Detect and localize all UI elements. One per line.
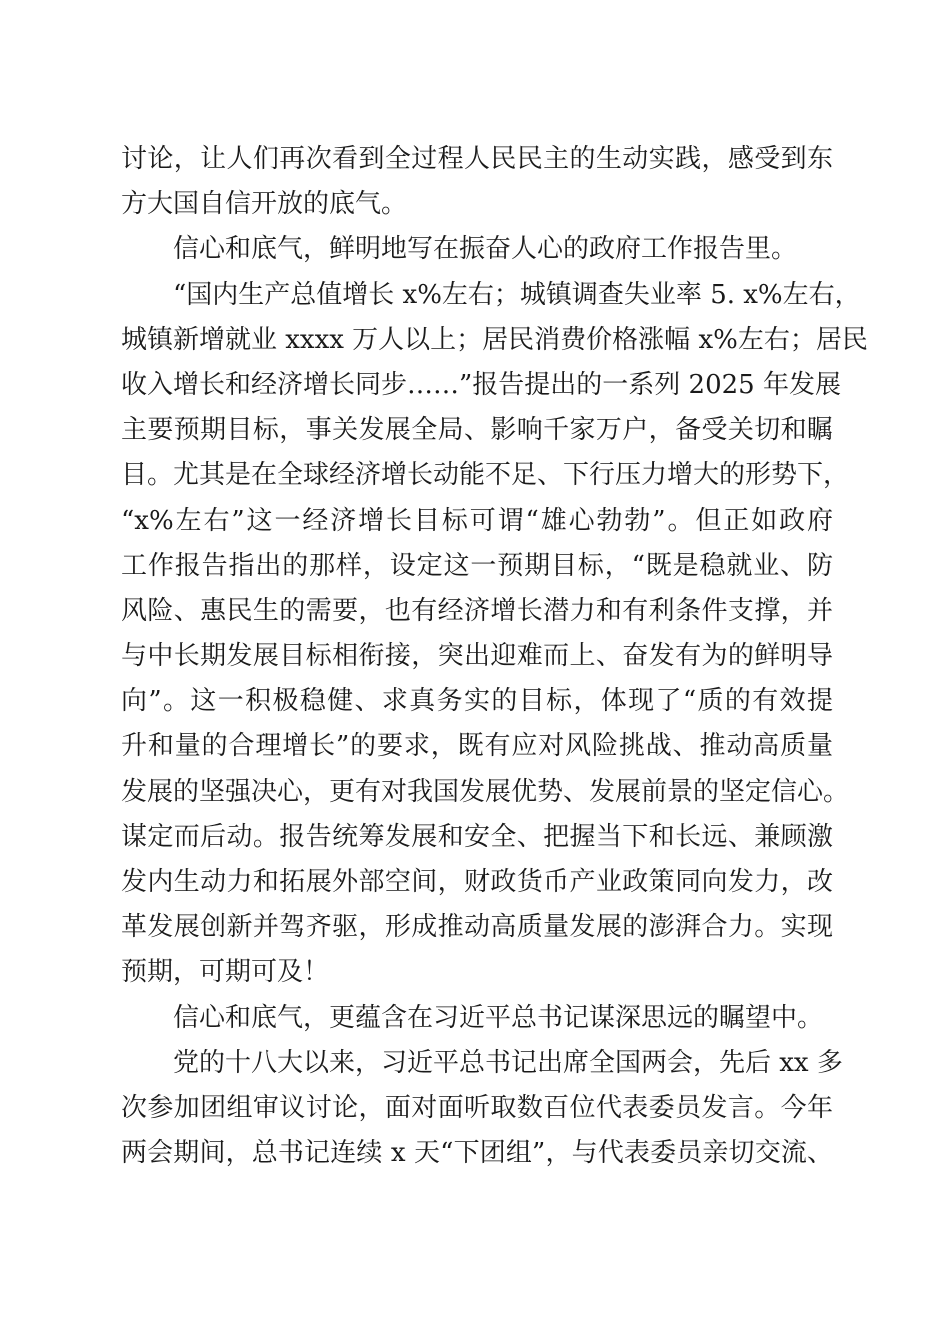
text-line: 两会期间，总书记连续 x 天“下团组”，与代表委员亲切交流、	[121, 1138, 833, 1169]
paragraph-start-line: “国内生产总值增长 x%左右；城镇调查失业率 5. x%左右，	[173, 279, 861, 310]
text-line: 革发展创新并驾齐驱，形成推动高质量发展的澎湃合力。实现	[121, 912, 833, 943]
text-line: 向”。这一积极稳健、求真务实的目标，体现了“质的有效提	[121, 686, 833, 717]
text-line: 主要预期目标，事关发展全局、影响千家万户，备受关切和瞩	[121, 415, 833, 446]
body-text	[121, 137, 868, 1176]
paragraph-start-line: 信心和底气，鲜明地写在振奋人心的政府工作报告里。	[173, 234, 798, 265]
text-line: 城镇新增就业 xxxx 万人以上；居民消费价格涨幅 x%左右；居民	[121, 324, 868, 355]
text-line: 风险、惠民生的需要，也有经济增长潜力和有利条件支撑，并	[121, 595, 833, 626]
text-line: 目。尤其是在全球经济增长动能不足、下行压力增大的形势下，	[121, 460, 850, 491]
text-line: 方大国自信开放的底气。	[121, 189, 408, 220]
text-line: 讨论，让人们再次看到全过程人民民主的生动实践，感受到东	[121, 144, 833, 174]
text-line: 工作报告指出的那样，设定这一预期目标，“既是稳就业、防	[121, 550, 833, 581]
paragraph-start-line: 信心和底气，更蕴含在习近平总书记谋深思远的瞩望中。	[173, 1002, 824, 1033]
text-line: 谋定而后动。报告统筹发展和安全、把握当下和长远、兼顾激	[121, 821, 833, 852]
text-line: 次参加团组审议讨论，面对面听取数百位代表委员发言。今年	[121, 1092, 833, 1123]
text-line: “x%左右”这一经济增长目标可谓“雄心勃勃”。但正如政府	[121, 505, 833, 536]
text-line: 与中长期发展目标相衔接，突出迎难而上、奋发有为的鲜明导	[121, 641, 833, 672]
text-line: 收入增长和经济增长同步……”报告提出的一系列 2025 年发展	[121, 369, 841, 400]
text-line: 预期，可期可及！	[121, 957, 330, 988]
text-line: 发展的坚强决心，更有对我国发展优势、发展前景的坚定信心。	[121, 776, 850, 807]
text-line: 升和量的合理增长”的要求，既有应对风险挑战、推动高质量	[121, 731, 833, 762]
paragraph-start-line: 党的十八大以来，习近平总书记出席全国两会，先后 xx 多	[173, 1047, 843, 1078]
text-line: 发内生动力和拓展外部空间，财政货币产业政策同向发力，改	[121, 867, 833, 897]
